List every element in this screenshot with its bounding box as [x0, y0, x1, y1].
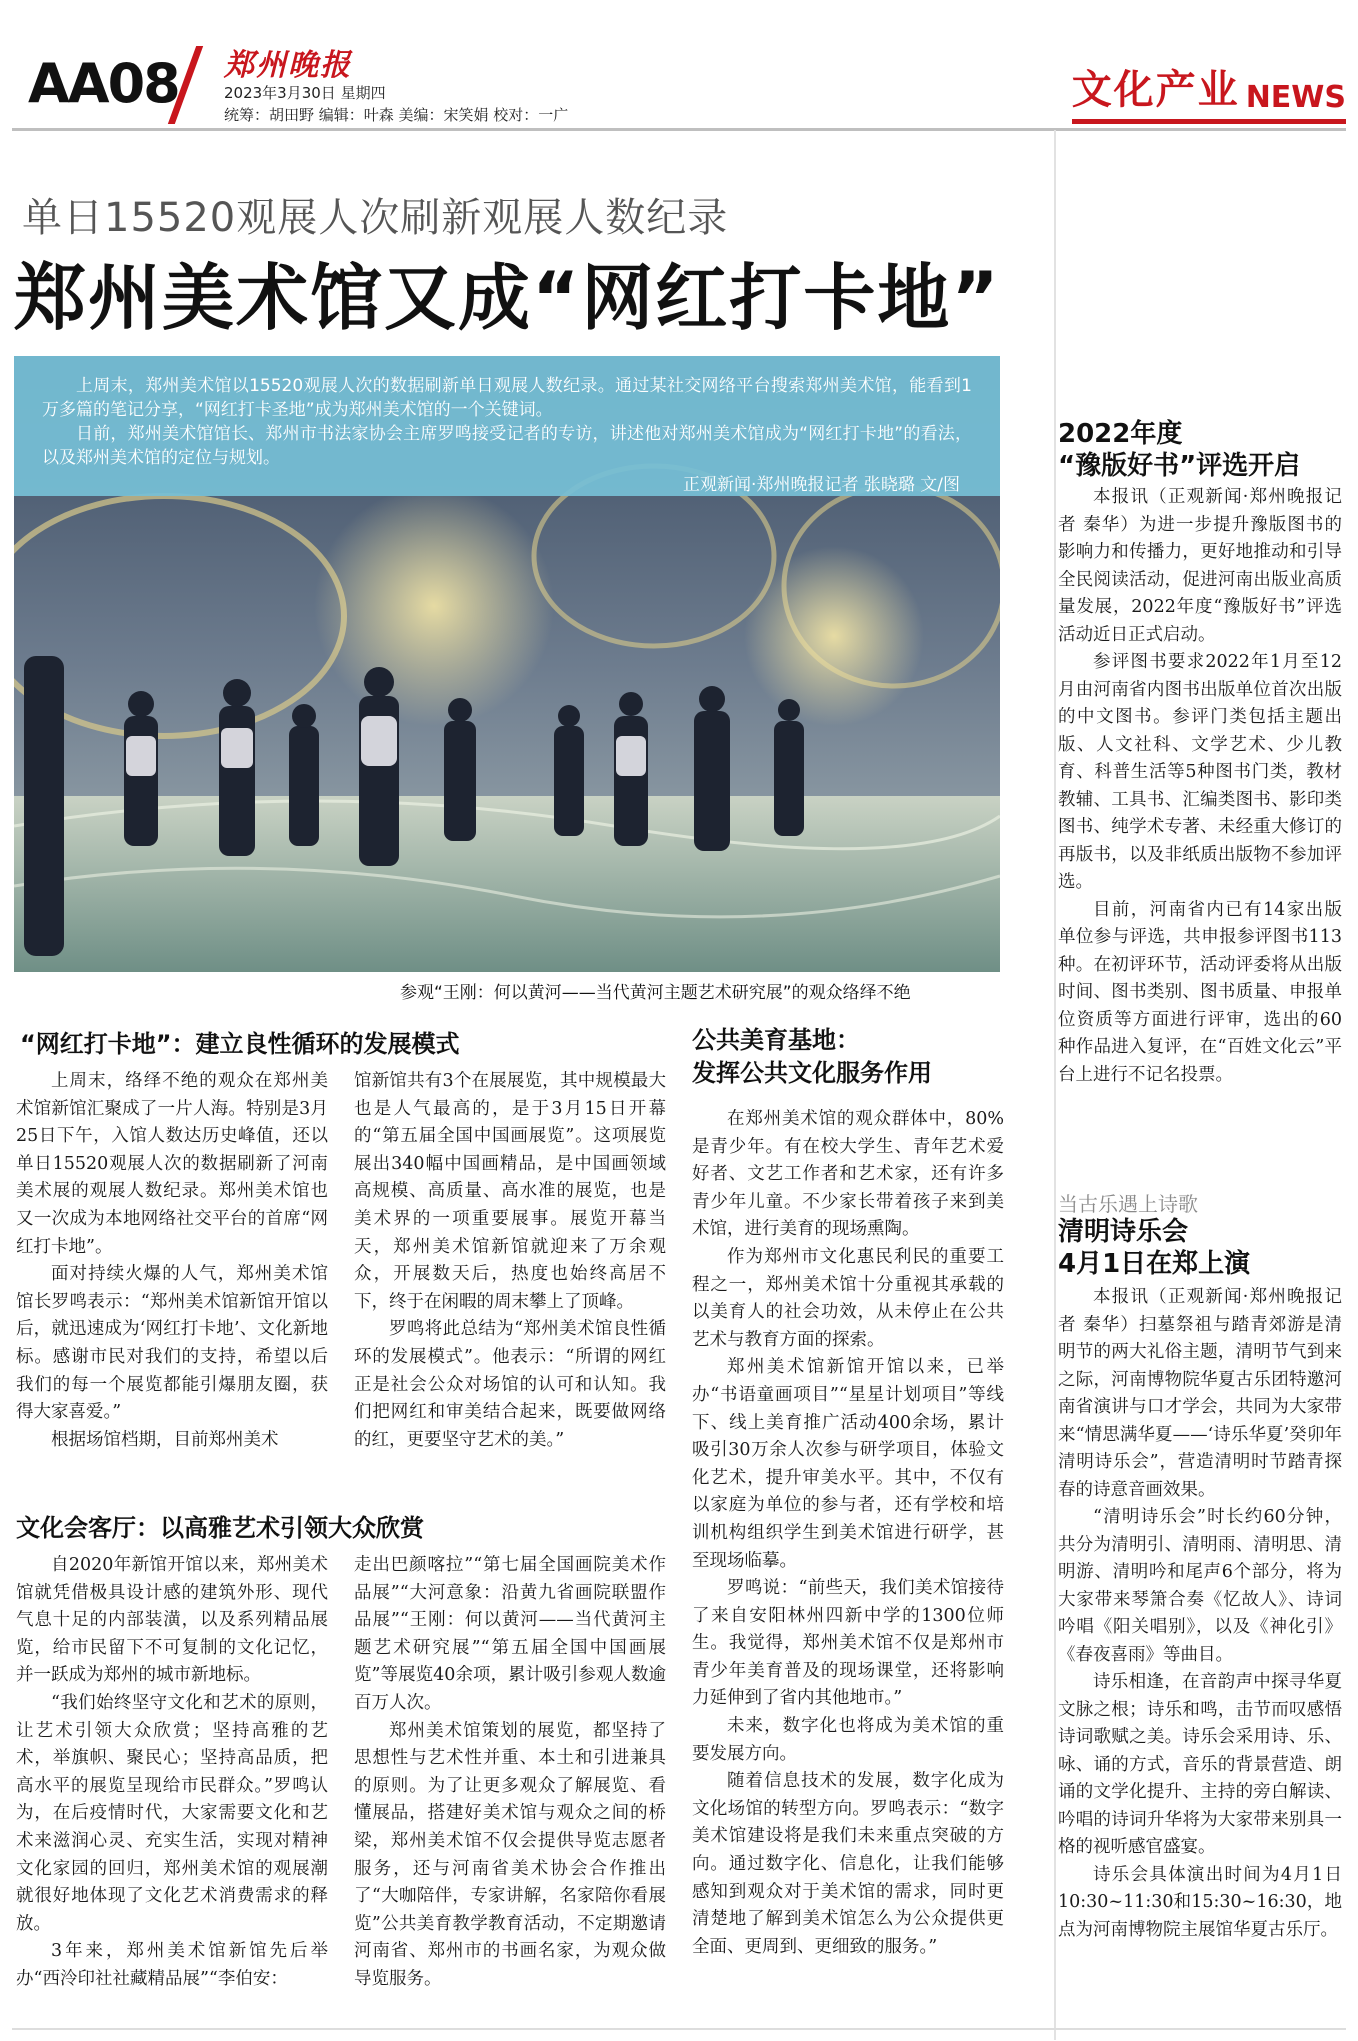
- article-paragraph: 郑州美术馆新馆开馆以来，已举办“书语童画项目”“星星计划项目”等线下、线上美育推广活动400余场，累计吸引30万余人次参与研学项目，体验文化艺术，提升审美水平。其中，不仅有以家庭为单位的参与者，还有学校和培训机构组织学生到美术馆进行研学，甚至现场临摹。: [692, 1357, 1004, 1571]
- article-paragraph: 未来，数字化也将成为美术馆的重要发展方向。: [692, 1716, 1004, 1764]
- sidebar-headline-line: 清明诗乐会: [1058, 1217, 1189, 1247]
- article-column: [692, 1106, 1004, 1961]
- staff-credits: 统筹：胡田野 编辑：叶森 美编：宋笑娟 校对：一广: [224, 106, 569, 124]
- newspaper-logo: 郑州晚报: [224, 48, 352, 83]
- sidebar-paragraph: 本报讯（正观新闻·郑州晚报记者 秦华）扫墓祭祖与踏青郊游是清明节的两大礼俗主题，清明节气到来之际，河南博物院华夏古乐团特邀河南省演讲与口才学会，共同为大家带来“情思满华夏——‘诗乐华夏’癸卯年清明诗乐会”，营造清明时节踏青探春的诗意音画效果。: [1058, 1287, 1342, 1500]
- sidebar-paragraph: 本报讯（正观新闻·郑州晚报记者 秦华）为进一步提升豫版图书的影响力和传播力，更好地推动和引导全民阅读活动，促进河南出版业高质量发展，2022年度“豫版好书”评选活动近日正式启动。: [1058, 487, 1342, 645]
- article-paragraph: 馆新馆共有3个在展展览，其中规模最大也是人气最高的，是于3月15日开幕的“第五届全国中国画展览”。这项展览展出340幅中国画精品，是中国画领域高规模、高质量、高水准的展览，也是美术界的一项重要展事。展览开幕当天，郑州美术馆新馆就迎来了万余观众，开展数天后，热度也始终高居不下，终于在闲暇的周末攀上了顶峰。: [354, 1071, 666, 1312]
- article-paragraph: 根据场馆档期，目前郑州美术: [51, 1429, 279, 1450]
- sidebar-kicker: 当古乐遇上诗歌: [1058, 1192, 1198, 1216]
- section-subhead-line: 公共美育基地：: [692, 1026, 860, 1054]
- article-column: [16, 1552, 328, 1994]
- section-subhead: “网红打卡地”：建立良性循环的发展模式: [20, 1030, 460, 1058]
- sidebar-paragraph: 参评图书要求2022年1月至12月由河南省内图书出版单位首次出版的中文图书。参评门类包括主题出版、人文社科、文学艺术、少儿教育、科普生活等5种图书门类，教材教辅、工具书、汇编类图书、影印类图书、纯学术专著、未经重大修订的再版书，以及非纸质出版物不参加评选。: [1058, 652, 1342, 892]
- sidebar-paragraph: 诗乐相逢，在音韵声中探寻华夏文脉之根；诗乐和鸣，击节而叹感悟诗词歌赋之美。诗乐会采用诗、乐、咏、诵的方式，音乐的背景营造、朗诵的文学化提升、主持的旁白解读、吟唱的诗词升华将为大家带来别具一格的视听感官盛宴。: [1058, 1672, 1342, 1857]
- article-column: [354, 1552, 666, 1994]
- article-paragraph: 罗鸣将此总结为“郑州美术馆良性循环的发展模式”。他表示：“所谓的网红正是社会公众对场馆的认可和认知。我们把网红和审美结合起来，既要做网络的红，更要坚守艺术的美。”: [354, 1319, 666, 1450]
- story-headline: 郑州美术馆又成“网红打卡地”: [14, 256, 1001, 340]
- article-column: [354, 1068, 666, 1454]
- article-paragraph: “我们始终坚守文化和艺术的原则，让艺术引领大众欣赏；坚持高雅的艺术，举旗帜、聚民心；坚持高品质，把高水平的展览呈现给市民群众。”罗鸣认为，在后疫情时代，大家需要文化和艺术来滋润心灵、充实生活，实现对精神文化家园的回归，郑州美术馆的观展潮就很好地体现了文化艺术消费需求的释放。: [16, 1692, 328, 1934]
- sidebar-headline: [1058, 1216, 1250, 1280]
- section-subhead-line: 发挥公共文化服务作用: [692, 1059, 932, 1087]
- section-news-label: NEWS: [1245, 80, 1346, 115]
- section-banner: [1072, 62, 1346, 124]
- issue-date: 2023年3月30日 星期四: [224, 84, 386, 102]
- photo-caption: 参观“王刚：何以黄河——当代黄河主题艺术研究展”的观众络绎不绝: [400, 983, 911, 1003]
- sidebar-paragraph: 诗乐会具体演出时间为4月1日10:30~11:30和15:30~16:30，地点为河南博物院主展馆华夏古乐厅。: [1058, 1864, 1342, 1940]
- sidebar-headline-line: 2022年度: [1058, 419, 1183, 449]
- sidebar-headline-line: “豫版好书”评选开启: [1058, 451, 1301, 481]
- sidebar-paragraph: 目前，河南省内已有14家出版单位参与评选，共申报参评图书113种。在初评环节，活动评委将从出版时间、图书类别、图书质量、申报单位资质等方面进行评审，选出的60种作品进入复评，在“百姓文化云”平台上进行不记名投票。: [1058, 899, 1342, 1085]
- article-paragraph: 上周末，络绎不绝的观众在郑州美术馆新馆汇聚成了一片人海。特别是3月25日下午，入馆人数达历史峰值，还以单日15520观展人次的数据刷新了河南美术展的观展人数纪录。郑州美术馆也又一次成为本地网络社交平台的首席“网红打卡地”。: [16, 1071, 328, 1257]
- footer-rule: [12, 2028, 1346, 2030]
- article-paragraph: 面对持续火爆的人气，郑州美术馆馆长罗鸣表示：“郑州美术馆新馆开馆以后，就迅速成为‘网红打卡地’、文化新地标。感谢市民对我们的支持，希望以后我们的每一个展览都能引爆朋友圈，获得大家喜爱。”: [16, 1264, 328, 1423]
- section-title: 文化产业: [1071, 67, 1240, 113]
- story-kicker: 单日15520观展人次刷新观展人数纪录: [22, 195, 729, 241]
- article-column: [16, 1068, 328, 1454]
- section-subhead: [692, 1024, 932, 1090]
- article-paragraph: 郑州美术馆策划的展览，都坚持了思想性与艺术性并重、本土和引进兼具的原则。为了让更多观众了解展览、看懂展品，搭建好美术馆与观众之间的桥梁，郑州美术馆不仅会提供导览志愿者服务，还与河南省美术协会合作推出了“大咖陪伴，专家讲解，名家陪你看展览”公共美育教学教育活动，不定期邀请河南省、郑州市的书画名家，为观众做导览服务。: [354, 1720, 666, 1989]
- article-paragraph: 走出巴颜喀拉”“第七届全国画院美术作品展”“大河意象：沿黄九省画院联盟作品展”“王刚：何以黄河——当代黄河主题艺术研究展”“第五届全国中国画展览”等展览40余项，累计吸引参观人数逾百万人次。: [354, 1555, 666, 1713]
- sidebar-column: [1058, 484, 1342, 1089]
- article-paragraph: 随着信息技术的发展，数字化成为文化场馆的转型方向。罗鸣表示：“数字美术馆建设将是我们未来重点突破的方向。通过数字化、信息化，让我们能够感知到观众对于美术馆的需求，同时更清楚地了解到美术馆怎么为公众提供更全面、更周到、更细致的服务。”: [692, 1771, 1004, 1957]
- sidebar-headline: [1058, 418, 1300, 482]
- header-slash-divider: [172, 46, 198, 120]
- sidebar-divider: [1054, 130, 1056, 2040]
- article-paragraph: 罗鸣说：“前些天，我们美术馆接待了来自安阳林州四新中学的1300位师生。我觉得，郑州美术馆不仅是郑州市青少年美育普及的现场课堂，还将影响力延伸到了省内其他地市。”: [692, 1578, 1004, 1709]
- sidebar-headline-line: 4月1日在郑上演: [1058, 1249, 1251, 1279]
- sidebar-paragraph: “清明诗乐会”时长约60分钟，共分为清明引、清明雨、清明思、清明游、清明吟和尾声6个部分，将为大家带来琴箫合奏《忆故人》、诗词吟唱《阳关唱别》，以及《神化引》《春夜喜雨》等曲目。: [1058, 1507, 1342, 1665]
- article-paragraph: 在郑州美术馆的观众群体中，80%是青少年。有在校大学生、青年艺术爱好者、文艺工作者和艺术家，还有许多青少年儿童。不少家长带着孩子来到美术馆，进行美育的现场熏陶。: [692, 1109, 1004, 1240]
- intro-paragraph: 日前，郑州美术馆馆长、郑州市书法家协会主席罗鸣接受记者的专访，讲述他对郑州美术馆成为“网红打卡地”的看法，以及郑州美术馆的定位与规划。: [42, 424, 972, 468]
- section-subhead: 文化会客厅：以高雅艺术引领大众欣赏: [16, 1514, 424, 1542]
- article-paragraph: 自2020年新馆开馆以来，郑州美术馆就凭借极具设计感的建筑外形、现代气息十足的内部装潢，以及系列精品展览，给市民留下不可复制的文化记忆，并一跃成为郑州的城市新地标。: [16, 1555, 328, 1686]
- intro-paragraph: 上周末，郑州美术馆以15520观展人次的数据刷新单日观展人数纪录。通过某社交网络平台搜索郑州美术馆，能看到1万多篇的笔记分享，“网红打卡圣地”成为郑州美术馆的一个关键词。: [42, 376, 972, 420]
- article-paragraph: 3年来，郑州美术馆新馆先后举办“西泠印社社藏精品展”“李伯安：: [16, 1941, 328, 1989]
- header-rule: [12, 128, 1346, 131]
- article-paragraph: 作为郑州市文化惠民利民的重要工程之一，郑州美术馆十分重视其承载的以美育人的社会功效，从未停止在公共艺术与教育方面的探索。: [692, 1246, 1004, 1350]
- story-byline: 正观新闻·郑州晚报记者 张晓璐 文/图: [683, 475, 960, 495]
- sidebar-column: [1058, 1284, 1342, 1944]
- page-header: [12, 40, 1348, 132]
- hero-photo: [14, 356, 1000, 972]
- page-number: AA08: [28, 52, 179, 115]
